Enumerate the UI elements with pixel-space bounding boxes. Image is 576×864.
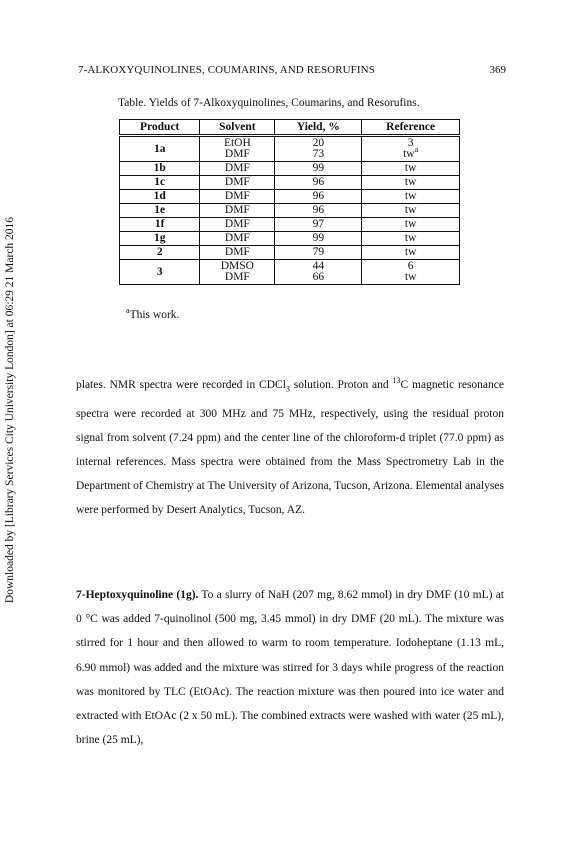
footnote-text: This work.	[129, 309, 180, 321]
cell-product: 1c	[120, 176, 200, 190]
cell-reference: tw	[362, 162, 460, 176]
page-number: 369	[489, 64, 506, 76]
cell-solvent: DMF	[200, 218, 275, 232]
paragraph-methods	[76, 373, 504, 523]
footnote-marker: a	[126, 306, 130, 316]
table-row	[120, 260, 460, 285]
column-header-solvent: Solvent	[200, 120, 275, 136]
cell-yield: 99	[275, 232, 362, 246]
table-row	[120, 232, 460, 246]
yield-table	[119, 119, 460, 285]
cell-yield: 20 73	[275, 136, 362, 162]
table-body	[120, 136, 460, 285]
column-header-product: Product	[120, 120, 200, 136]
cell-reference: tw	[362, 218, 460, 232]
cell-reference: tw	[362, 246, 460, 260]
reference-footnote-marker: a	[414, 145, 419, 155]
cell-reference: tw	[362, 204, 460, 218]
cell-product: 1e	[120, 204, 200, 218]
cell-product: 2	[120, 246, 200, 260]
cell-yield: 44 66	[275, 260, 362, 285]
table-row	[120, 246, 460, 260]
paragraph-procedure	[76, 583, 504, 752]
cell-solvent: DMF	[200, 190, 275, 204]
cell-reference: tw	[362, 190, 460, 204]
cell-product: 3	[120, 260, 200, 285]
cell-yield: 99	[275, 162, 362, 176]
cell-solvent: DMF	[200, 176, 275, 190]
column-header-reference: Reference	[362, 120, 460, 136]
table-footnote	[126, 306, 180, 321]
cell-solvent: EtOH DMF	[200, 136, 275, 162]
cell-yield: 96	[275, 190, 362, 204]
cell-yield: 96	[275, 204, 362, 218]
cell-yield: 79	[275, 246, 362, 260]
paragraph-methods-text-b: solution. Proton and	[289, 379, 393, 391]
table-row	[120, 162, 460, 176]
cell-reference: tw	[362, 176, 460, 190]
cell-solvent: DMF	[200, 246, 275, 260]
cell-product: 1d	[120, 190, 200, 204]
cell-solvent: DMF	[200, 232, 275, 246]
column-header-yield: Yield, %	[275, 120, 362, 136]
cell-product: 1f	[120, 218, 200, 232]
procedure-body: To a slurry of NaH (207 mg, 8.62 mmol) in dry DMF (10 mL) at 0 °C was added 7-quinolinol (500 mg, 3.45 mmol) in dry DMF (20 mL). The mixture was stirred for 1 hour and then allowed to warm to room temperature. Iodoheptane (1.13 mL, 6.90 mmol) was added and the mixture was stirred for 3 days while progress of the reaction was monitored by TLC (EtOAc). The reaction mixture was then poured into ice water and extracted with EtOAc (2 x 50 mL). The combined extracts were washed with water (25 mL), brine (25 mL),	[76, 589, 504, 747]
cell-product: 1a	[120, 136, 200, 162]
cell-product: 1g	[120, 232, 200, 246]
cell-solvent: DMF	[200, 204, 275, 218]
running-title: 7-ALKOXYQUINOLINES, COUMARINS, AND RESORUFINS	[78, 64, 375, 76]
table-row	[120, 218, 460, 232]
superscript-13: 13	[392, 376, 401, 386]
paragraph-methods-text-a: plates. NMR spectra were recorded in CDCl	[76, 379, 286, 391]
table-row	[120, 204, 460, 218]
table-row	[120, 136, 460, 162]
download-watermark-text: Downloaded by [Library Services City University London] at 06:29 21 March 2016	[4, 216, 16, 604]
table-row	[120, 176, 460, 190]
download-watermark	[2, 130, 18, 690]
subscript-3: 3	[285, 384, 290, 394]
cell-reference: tw	[362, 232, 460, 246]
table-header-row	[120, 120, 460, 136]
table-caption: Table. Yields of 7-Alkoxyquinolines, Coumarins, and Resorufins.	[118, 97, 420, 109]
cell-yield: 97	[275, 218, 362, 232]
table-row	[120, 190, 460, 204]
cell-solvent: DMF	[200, 162, 275, 176]
cell-solvent: DMSO DMF	[200, 260, 275, 285]
paragraph-methods-text-c: C magnetic resonance spectra were recorded at 300 MHz and 75 MHz, respectively, using the residual proton signal from solvent (7.24 ppm) and the center line of the chloroform-d triplet (77.0 ppm) as internal references. Mass spectra were obtained from the Mass Spectrometry Lab in the Department of Chemistry at The University of Arizona, Tucson, Arizona. Elemental analyses were performed by Desert Analytics, Tucson, AZ.	[76, 379, 504, 517]
cell-reference: 6 tw	[362, 260, 460, 285]
cell-reference: 3 $tw^a$	[362, 136, 460, 162]
cell-product: 1b	[120, 162, 200, 176]
procedure-heading: 7-Heptoxyquinoline (1g).	[76, 589, 199, 601]
cell-yield: 96	[275, 176, 362, 190]
